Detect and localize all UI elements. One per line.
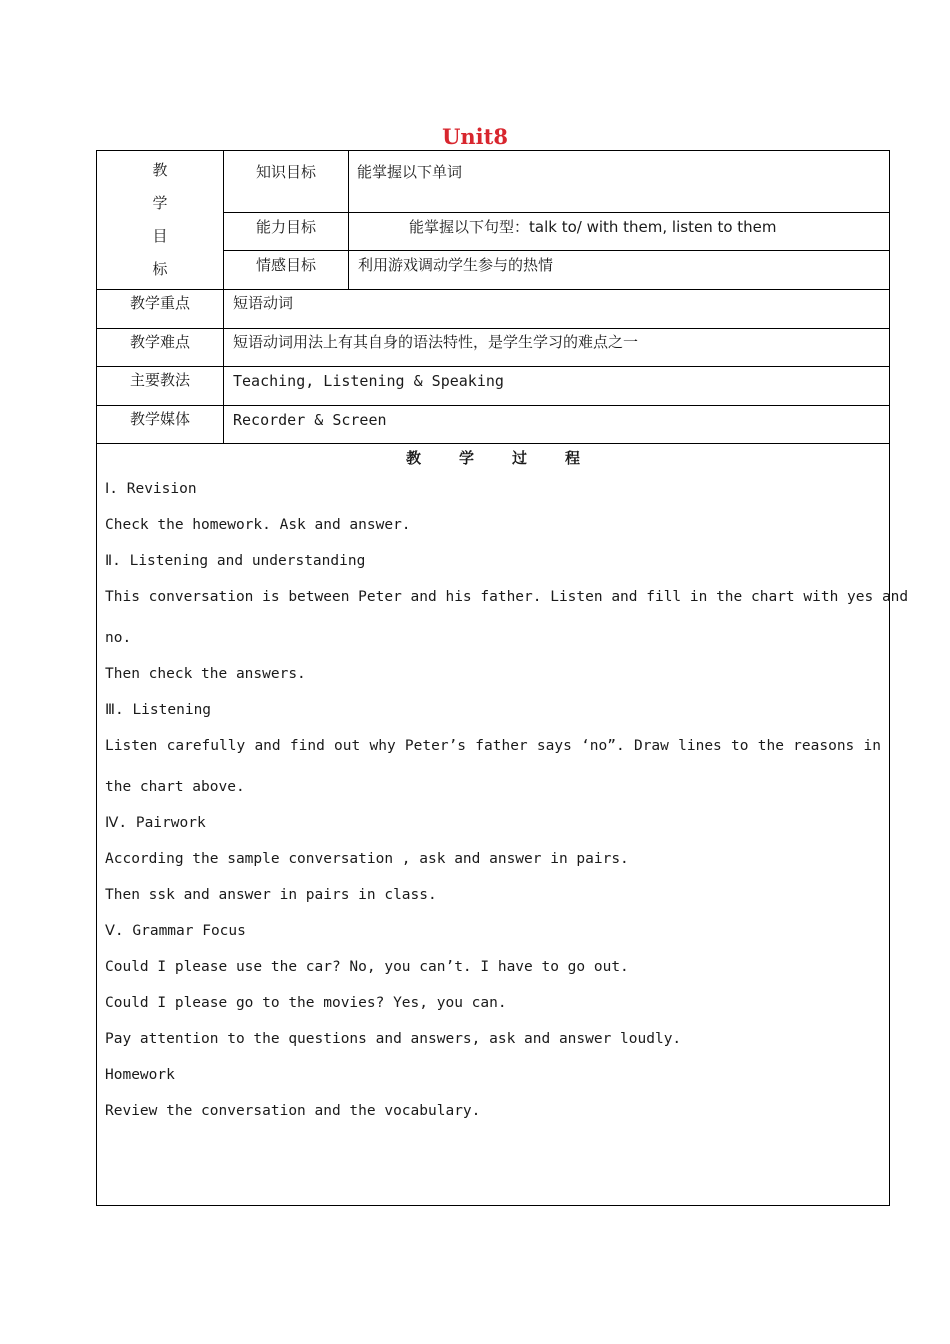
objective-label: 情感目标: [224, 251, 349, 290]
process-row: [97, 444, 890, 1206]
objective-label: 知识目标: [224, 151, 349, 213]
info-content: Teaching, Listening & Speaking: [224, 367, 890, 406]
objectives-label-char: 标: [152, 260, 168, 278]
process-line: Then check the answers.: [105, 666, 306, 682]
process-line: Could I please go to the movies? Yes, you can.: [105, 995, 507, 1011]
objectives-label-char: 教: [152, 161, 168, 179]
objective-row-knowledge: [97, 151, 890, 213]
process-heading-char: 学: [458, 449, 474, 467]
info-content: Recorder & Screen: [224, 406, 890, 444]
section-heading: Ⅲ. Listening: [105, 702, 212, 718]
info-label: 教学重点: [97, 290, 224, 329]
process-line: Review the conversation and the vocabulary.: [105, 1103, 481, 1119]
info-content: 短语动词用法上有其自身的语法特性，是学生学习的难点之一: [224, 329, 890, 367]
objectives-label: [97, 151, 224, 290]
process-line: the chart above.: [105, 779, 245, 795]
objective-label: 能力目标: [224, 212, 349, 251]
section-heading: Ⅰ. Revision: [105, 481, 197, 497]
info-row: [97, 329, 890, 367]
process-line: Then ssk and answer in pairs in class.: [105, 887, 437, 903]
objective-content: 能掌握以下句型：talk to/ with them, listen to them: [349, 212, 890, 251]
process-line: This conversation is between Peter and his father. Listen and fill in the chart with yes and: [105, 589, 909, 605]
objective-content: 能掌握以下单词: [349, 151, 890, 213]
section-heading: Ⅱ. Listening and understanding: [105, 553, 366, 569]
process-heading-char: 教: [405, 449, 421, 467]
objectives-label-char: 学: [152, 194, 168, 212]
process-heading: [105, 451, 881, 479]
info-row: [97, 290, 890, 329]
process-cell: [97, 444, 909, 1206]
objective-content: 利用游戏调动学生参与的热情: [349, 251, 890, 290]
info-label: 教学媒体: [97, 406, 224, 444]
process-heading-char: 过: [512, 449, 528, 467]
info-content: 短语动词: [224, 290, 890, 329]
process-line: Listen carefully and find out why Peter’s father says ‘no”. Draw lines to the reasons in: [105, 738, 881, 754]
section-heading: Ⅴ. Grammar Focus: [105, 923, 246, 939]
section-heading: Homework: [105, 1067, 175, 1083]
info-row: [97, 367, 890, 406]
page-title: Unit8: [442, 124, 508, 149]
process-line: no.: [105, 630, 132, 646]
info-label: 教学难点: [97, 329, 224, 367]
process-line: Pay attention to the questions and answers, ask and answer loudly.: [105, 1031, 682, 1047]
lesson-plan-table: [96, 150, 909, 1206]
info-label: 主要教法: [97, 367, 224, 406]
process-line: According the sample conversation , ask and answer in pairs.: [105, 851, 629, 867]
process-heading-char: 程: [565, 449, 581, 467]
section-heading: Ⅳ. Pairwork: [105, 815, 206, 831]
info-row: [97, 406, 890, 444]
process-line: Could I please use the car? No, you can’t. I have to go out.: [105, 959, 629, 975]
objectives-label-char: 目: [152, 227, 168, 245]
process-line: Check the homework. Ask and answer.: [105, 517, 411, 533]
